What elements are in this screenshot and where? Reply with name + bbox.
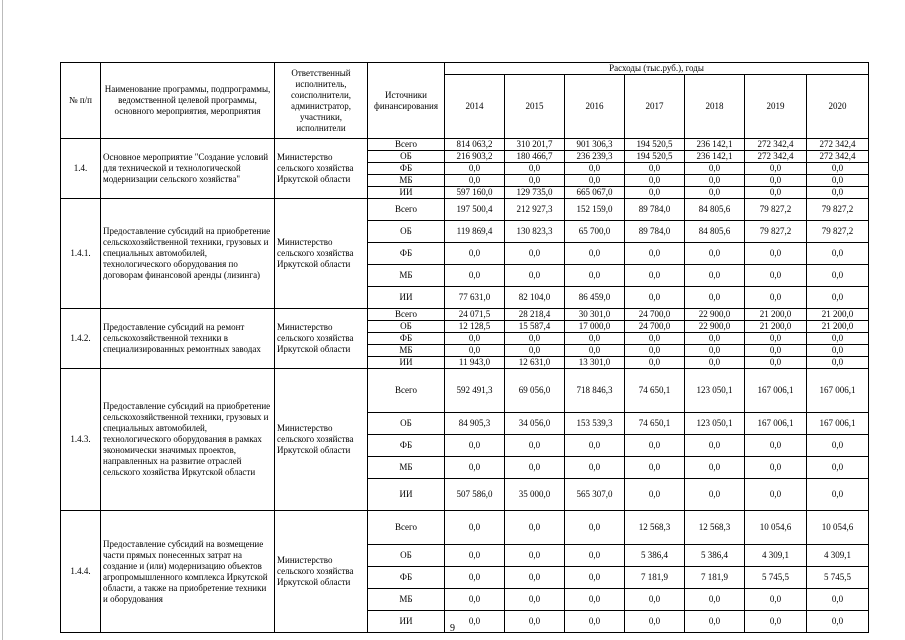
expense-value: 0,0 <box>445 345 505 357</box>
expense-value: 0,0 <box>625 163 685 175</box>
expense-value: 216 903,2 <box>445 151 505 163</box>
funding-source: ИИ <box>368 479 445 511</box>
expense-value: 236 142,1 <box>685 151 745 163</box>
header-year: 2015 <box>505 75 565 139</box>
expense-value: 0,0 <box>565 435 625 457</box>
header-year: 2014 <box>445 75 505 139</box>
expense-value: 0,0 <box>505 611 565 633</box>
expense-value: 194 520,5 <box>625 139 685 151</box>
expense-value: 5 386,4 <box>685 545 745 567</box>
expense-value: 0,0 <box>505 265 565 287</box>
expense-value: 79 827,2 <box>745 221 807 243</box>
expense-value: 0,0 <box>565 457 625 479</box>
expense-value: 22 900,0 <box>685 309 745 321</box>
expense-value: 77 631,0 <box>445 287 505 309</box>
expense-value: 272 342,4 <box>807 139 869 151</box>
funding-source: Всего <box>368 369 445 413</box>
item-name: Предоставление субсидий на приобретение сельскохозяйственной техники, грузовых и специальных автомобилей, технологического оборудования по договорам финансовой аренды (лизинга) <box>101 199 275 309</box>
table-row <box>61 139 869 151</box>
expense-value: 0,0 <box>745 357 807 369</box>
funding-source: Всего <box>368 139 445 151</box>
expense-value: 0,0 <box>685 243 745 265</box>
expense-value: 0,0 <box>807 163 869 175</box>
expense-value: 0,0 <box>745 333 807 345</box>
expense-value: 0,0 <box>505 243 565 265</box>
expense-value: 0,0 <box>745 243 807 265</box>
expense-value: 0,0 <box>445 435 505 457</box>
item-number: 1.4.3. <box>61 369 101 511</box>
expense-value: 0,0 <box>625 357 685 369</box>
item-responsible: Министерство сельского хозяйства Иркутской области <box>275 139 368 199</box>
item-number: 1.4.1. <box>61 199 101 309</box>
funding-source: МБ <box>368 345 445 357</box>
expense-value: 0,0 <box>807 479 869 511</box>
funding-source: ФБ <box>368 333 445 345</box>
funding-source: ИИ <box>368 611 445 633</box>
expense-value: 74 650,1 <box>625 369 685 413</box>
expense-value: 0,0 <box>807 287 869 309</box>
expense-value: 167 006,1 <box>807 413 869 435</box>
expense-value: 0,0 <box>685 611 745 633</box>
expense-value: 24 071,5 <box>445 309 505 321</box>
expense-value: 86 459,0 <box>565 287 625 309</box>
expense-value: 10 054,6 <box>745 511 807 545</box>
expense-value: 0,0 <box>445 511 505 545</box>
funding-source: ОБ <box>368 413 445 435</box>
expense-value: 0,0 <box>807 265 869 287</box>
expense-value: 0,0 <box>807 333 869 345</box>
expense-value: 0,0 <box>505 163 565 175</box>
header-year: 2016 <box>565 75 625 139</box>
expense-value: 592 491,3 <box>445 369 505 413</box>
header-year: 2020 <box>807 75 869 139</box>
expense-value: 123 050,1 <box>685 369 745 413</box>
item-responsible: Министерство сельского хозяйства Иркутской области <box>275 309 368 369</box>
expense-value: 0,0 <box>685 265 745 287</box>
expense-value: 82 104,0 <box>505 287 565 309</box>
expense-value: 0,0 <box>807 345 869 357</box>
expense-value: 21 200,0 <box>745 309 807 321</box>
expense-value: 0,0 <box>745 265 807 287</box>
budget-table <box>60 62 869 633</box>
expense-value: 0,0 <box>445 457 505 479</box>
header-year: 2017 <box>625 75 685 139</box>
expense-value: 272 342,4 <box>807 151 869 163</box>
expense-value: 0,0 <box>625 243 685 265</box>
expense-value: 0,0 <box>745 187 807 199</box>
expense-value: 0,0 <box>565 589 625 611</box>
expense-value: 0,0 <box>625 333 685 345</box>
item-name: Предоставление субсидий на возмещение части прямых понесенных затрат на создание и (или) модернизацию объектов агропромышленного комплекса Иркутской области, а также на приобретение техники и оборудования <box>101 511 275 633</box>
expense-value: 4 309,1 <box>807 545 869 567</box>
item-number: 1.4.2. <box>61 309 101 369</box>
expense-value: 597 160,0 <box>445 187 505 199</box>
expense-value: 0,0 <box>505 175 565 187</box>
expense-value: 167 006,1 <box>807 369 869 413</box>
expense-value: 65 700,0 <box>565 221 625 243</box>
funding-source: ФБ <box>368 567 445 589</box>
funding-source: МБ <box>368 175 445 187</box>
expense-value: 167 006,1 <box>745 369 807 413</box>
expense-value: 28 218,4 <box>505 309 565 321</box>
expense-value: 130 823,3 <box>505 221 565 243</box>
header-year: 2018 <box>685 75 745 139</box>
expense-value: 0,0 <box>685 435 745 457</box>
expense-value: 119 869,4 <box>445 221 505 243</box>
expense-value: 180 466,7 <box>505 151 565 163</box>
item-name: Основное мероприятие "Создание условий для технической и технологической модернизации сельского хозяйства" <box>101 139 275 199</box>
expense-value: 0,0 <box>445 333 505 345</box>
table-row <box>61 309 869 321</box>
expense-value: 11 943,0 <box>445 357 505 369</box>
expense-value: 0,0 <box>445 175 505 187</box>
expense-value: 34 056,0 <box>505 413 565 435</box>
expense-value: 901 306,3 <box>565 139 625 151</box>
funding-source: ОБ <box>368 221 445 243</box>
expense-value: 0,0 <box>807 435 869 457</box>
funding-source: ИИ <box>368 287 445 309</box>
expense-value: 0,0 <box>445 589 505 611</box>
expense-value: 0,0 <box>565 333 625 345</box>
expense-value: 153 539,3 <box>565 413 625 435</box>
expense-value: 0,0 <box>445 611 505 633</box>
page-number: 9 <box>450 623 455 634</box>
funding-source: ИИ <box>368 357 445 369</box>
expense-value: 507 586,0 <box>445 479 505 511</box>
expense-value: 12 128,5 <box>445 321 505 333</box>
expense-value: 0,0 <box>807 175 869 187</box>
expense-value: 0,0 <box>505 435 565 457</box>
table-row <box>61 369 869 413</box>
expense-value: 0,0 <box>505 567 565 589</box>
expense-value: 0,0 <box>745 163 807 175</box>
expense-value: 0,0 <box>505 511 565 545</box>
expense-value: 236 239,3 <box>565 151 625 163</box>
scan-left-edge <box>2 0 3 640</box>
expense-value: 0,0 <box>565 511 625 545</box>
header-responsible: Ответственный исполнитель, соисполнители, администратор, участники, исполнители <box>275 63 368 139</box>
expense-value: 194 520,5 <box>625 151 685 163</box>
funding-source: Всего <box>368 511 445 545</box>
expense-value: 565 307,0 <box>565 479 625 511</box>
expense-value: 0,0 <box>745 589 807 611</box>
expense-value: 0,0 <box>745 175 807 187</box>
funding-source: ОБ <box>368 151 445 163</box>
expense-value: 0,0 <box>807 243 869 265</box>
item-responsible: Министерство сельского хозяйства Иркутской области <box>275 369 368 511</box>
expense-value: 5 386,4 <box>625 545 685 567</box>
expense-value: 89 784,0 <box>625 199 685 221</box>
item-responsible: Министерство сельского хозяйства Иркутской области <box>275 199 368 309</box>
expense-value: 84 805,6 <box>685 221 745 243</box>
expense-value: 0,0 <box>505 545 565 567</box>
expense-value: 35 000,0 <box>505 479 565 511</box>
expense-value: 0,0 <box>685 333 745 345</box>
expense-value: 0,0 <box>745 435 807 457</box>
expense-value: 0,0 <box>565 175 625 187</box>
expense-value: 0,0 <box>685 357 745 369</box>
item-number: 1.4. <box>61 139 101 199</box>
expense-value: 0,0 <box>625 175 685 187</box>
expense-value: 17 000,0 <box>565 321 625 333</box>
expense-value: 5 745,5 <box>745 567 807 589</box>
expense-value: 236 142,1 <box>685 139 745 151</box>
expense-value: 15 587,4 <box>505 321 565 333</box>
expense-value: 814 063,2 <box>445 139 505 151</box>
table-row <box>61 199 869 221</box>
header-year: 2019 <box>745 75 807 139</box>
expense-value: 21 200,0 <box>745 321 807 333</box>
expense-value: 272 342,4 <box>745 139 807 151</box>
expense-value: 0,0 <box>745 287 807 309</box>
expense-value: 718 846,3 <box>565 369 625 413</box>
expense-value: 12 568,3 <box>625 511 685 545</box>
expense-value: 7 181,9 <box>685 567 745 589</box>
expense-value: 0,0 <box>445 163 505 175</box>
expense-value: 0,0 <box>685 589 745 611</box>
expense-value: 0,0 <box>565 611 625 633</box>
table-row <box>61 511 869 545</box>
expense-value: 10 054,6 <box>807 511 869 545</box>
expense-value: 129 735,0 <box>505 187 565 199</box>
expense-value: 0,0 <box>505 457 565 479</box>
expense-value: 0,0 <box>565 163 625 175</box>
expense-value: 24 700,0 <box>625 321 685 333</box>
expense-value: 12 631,0 <box>505 357 565 369</box>
expense-value: 89 784,0 <box>625 221 685 243</box>
header-source: Источники финансирования <box>368 63 445 139</box>
expense-value: 123 050,1 <box>685 413 745 435</box>
funding-source: ОБ <box>368 321 445 333</box>
expense-value: 0,0 <box>685 345 745 357</box>
funding-source: МБ <box>368 457 445 479</box>
expense-value: 0,0 <box>565 243 625 265</box>
expense-value: 0,0 <box>505 333 565 345</box>
funding-source: Всего <box>368 309 445 321</box>
expense-value: 79 827,2 <box>807 221 869 243</box>
expense-value: 0,0 <box>745 457 807 479</box>
funding-source: ИИ <box>368 187 445 199</box>
expense-value: 0,0 <box>685 287 745 309</box>
expense-value: 0,0 <box>565 545 625 567</box>
funding-source: ФБ <box>368 435 445 457</box>
funding-source: ОБ <box>368 545 445 567</box>
expense-value: 0,0 <box>445 243 505 265</box>
expense-value: 30 301,0 <box>565 309 625 321</box>
expense-value: 0,0 <box>625 479 685 511</box>
expense-value: 0,0 <box>505 345 565 357</box>
expense-value: 0,0 <box>565 567 625 589</box>
expense-value: 665 067,0 <box>565 187 625 199</box>
expense-value: 0,0 <box>625 287 685 309</box>
expense-value: 7 181,9 <box>625 567 685 589</box>
expense-value: 0,0 <box>445 545 505 567</box>
header-row <box>61 63 869 75</box>
expense-value: 0,0 <box>807 457 869 479</box>
expense-value: 5 745,5 <box>807 567 869 589</box>
expense-value: 0,0 <box>685 457 745 479</box>
item-responsible: Министерство сельского хозяйства Иркутской области <box>275 511 368 633</box>
header-num: № п/п <box>61 63 101 139</box>
header-expenses: Расходы (тыс.руб.), годы <box>445 63 869 75</box>
expense-value: 0,0 <box>807 611 869 633</box>
expense-value: 79 827,2 <box>745 199 807 221</box>
funding-source: МБ <box>368 265 445 287</box>
expense-value: 0,0 <box>625 345 685 357</box>
expense-value: 152 159,0 <box>565 199 625 221</box>
expense-value: 0,0 <box>745 611 807 633</box>
expense-value: 0,0 <box>685 175 745 187</box>
expense-value: 0,0 <box>625 589 685 611</box>
expense-value: 167 006,1 <box>745 413 807 435</box>
expense-value: 13 301,0 <box>565 357 625 369</box>
expense-value: 0,0 <box>807 357 869 369</box>
expense-value: 79 827,2 <box>807 199 869 221</box>
expense-value: 0,0 <box>565 345 625 357</box>
expense-value: 310 201,7 <box>505 139 565 151</box>
expense-value: 84 905,3 <box>445 413 505 435</box>
expense-value: 0,0 <box>807 187 869 199</box>
expense-value: 0,0 <box>505 589 565 611</box>
expense-value: 69 056,0 <box>505 369 565 413</box>
expense-value: 0,0 <box>565 265 625 287</box>
expense-value: 0,0 <box>685 187 745 199</box>
expense-value: 0,0 <box>625 265 685 287</box>
expense-value: 84 805,6 <box>685 199 745 221</box>
expense-value: 12 568,3 <box>685 511 745 545</box>
expense-value: 0,0 <box>445 265 505 287</box>
expense-value: 21 200,0 <box>807 321 869 333</box>
expense-value: 24 700,0 <box>625 309 685 321</box>
item-name: Предоставление субсидий на приобретение сельскохозяйственной техники, грузовых и специальных автомобилей, технологического оборудования в рамках экономически значимых проектов, направленных на развитие отраслей сельского хозяйства Иркутской области <box>101 369 275 511</box>
expense-value: 0,0 <box>625 457 685 479</box>
expense-value: 0,0 <box>685 479 745 511</box>
expense-value: 0,0 <box>745 479 807 511</box>
expense-value: 0,0 <box>445 567 505 589</box>
expense-value: 21 200,0 <box>807 309 869 321</box>
expense-value: 0,0 <box>625 187 685 199</box>
expense-value: 0,0 <box>625 435 685 457</box>
expense-value: 4 309,1 <box>745 545 807 567</box>
header-name: Наименование программы, подпрограммы, ведомственной целевой программы, основного мероприятия, мероприятия <box>101 63 275 139</box>
funding-source: ФБ <box>368 163 445 175</box>
item-number: 1.4.4. <box>61 511 101 633</box>
funding-source: МБ <box>368 589 445 611</box>
expense-value: 74 650,1 <box>625 413 685 435</box>
expense-value: 0,0 <box>685 163 745 175</box>
expense-value: 22 900,0 <box>685 321 745 333</box>
funding-source: ФБ <box>368 243 445 265</box>
expense-value: 212 927,3 <box>505 199 565 221</box>
expense-value: 0,0 <box>807 589 869 611</box>
expense-value: 197 500,4 <box>445 199 505 221</box>
expense-value: 0,0 <box>745 345 807 357</box>
funding-source: Всего <box>368 199 445 221</box>
expense-value: 0,0 <box>625 611 685 633</box>
item-name: Предоставление субсидий на ремонт сельскохозяйственной техники в специализированных ремонтных заводах <box>101 309 275 369</box>
expense-value: 272 342,4 <box>745 151 807 163</box>
